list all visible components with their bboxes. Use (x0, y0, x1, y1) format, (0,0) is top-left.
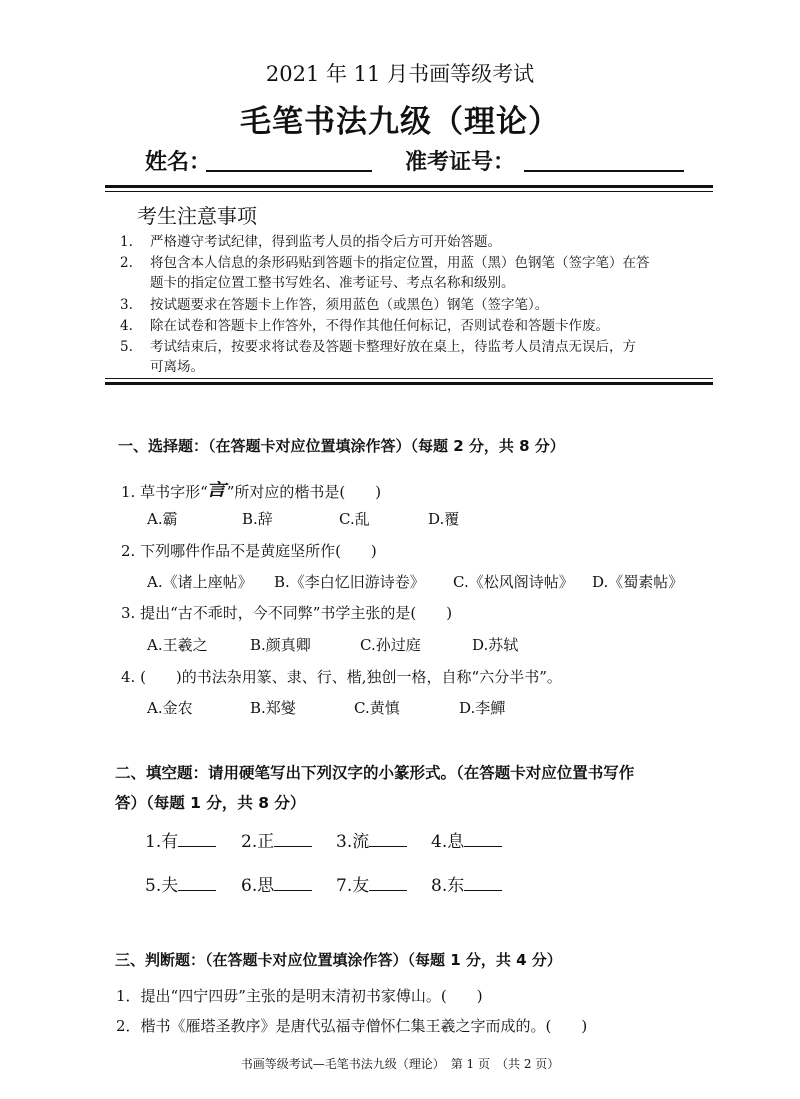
section2-heading-continued: 答）（每题 1 分，共 8 分） (115, 794, 306, 812)
fill-item: 8.东 (431, 871, 502, 896)
answer-blank[interactable] (464, 846, 502, 847)
fill-item: 6.思 (241, 871, 312, 896)
fill-item: 4.息 (431, 827, 502, 852)
exam-line: 2021 年 11 月书画等级考试 (265, 62, 535, 86)
option-d[interactable]: D.李鱓 (459, 699, 506, 717)
q3-options (147, 634, 567, 654)
option-d[interactable]: D.覆 (428, 510, 460, 528)
judge-question-1: 1．提出“四宁四毋”主张的是明末清初书家傅山。( ) (116, 987, 483, 1005)
answer-blank[interactable] (274, 890, 312, 891)
question-1 (121, 474, 381, 503)
option-d[interactable]: D.《蜀素帖》 (592, 573, 684, 591)
q2-options (147, 571, 707, 591)
section3-heading: 三、判断题：（在答题卡对应位置填涂作答）（每题 1 分，共 4 分） (115, 951, 562, 969)
question-2: 2. 下列哪件作品不是黄庭坚所作( ) (121, 542, 377, 560)
answer-blank[interactable] (178, 890, 216, 891)
answer-blank[interactable] (369, 890, 407, 891)
option-a[interactable]: A.《诸上座帖》 (147, 573, 253, 591)
cursive-glyph-image: 言 (204, 479, 229, 500)
fill-row (145, 871, 525, 897)
answer-blank[interactable] (369, 846, 407, 847)
fill-item: 1.有 (145, 827, 216, 852)
option-a[interactable]: A.霸 (147, 510, 178, 528)
answer-blank[interactable] (274, 846, 312, 847)
name-label: 姓名： (145, 150, 212, 175)
paper-title: 毛笔书法九级（理论） (240, 104, 560, 140)
question-1-text-after: ”所对应的楷书是( ) (226, 483, 382, 501)
option-c[interactable]: C.黄慎 (354, 699, 400, 717)
name-field[interactable] (206, 170, 372, 172)
question-4: 4. ( )的书法杂用篆、隶、行、楷,独创一格，自称“六分半书”。 (121, 668, 562, 686)
fill-row (145, 827, 525, 853)
candidate-id-field[interactable] (524, 170, 684, 172)
divider-bottom-thin (105, 378, 713, 379)
option-c[interactable]: C.孙过庭 (360, 636, 421, 654)
option-a[interactable]: A.金农 (147, 699, 193, 717)
divider-top-thick (105, 185, 713, 188)
answer-blank[interactable] (178, 846, 216, 847)
judge-question-2: 2．楷书《雁塔圣教序》是唐代弘福寺僧怀仁集王羲之字而成的。( ) (116, 1017, 588, 1035)
section1-heading: 一、选择题：（在答题卡对应位置填涂作答）（每题 2 分，共 8 分） (118, 437, 565, 455)
question-1-text-before: 1. 草书字形“ (121, 483, 208, 501)
notice-heading: 考生注意事项 (137, 204, 257, 228)
fill-item: 2.正 (241, 827, 312, 852)
option-c[interactable]: C.《松风阁诗帖》 (453, 573, 574, 591)
option-b[interactable]: B.颜真卿 (250, 636, 311, 654)
option-b[interactable]: B.《李白忆旧游诗卷》 (274, 573, 425, 591)
option-a[interactable]: A.王羲之 (147, 636, 208, 654)
option-b[interactable]: B.郑燮 (250, 699, 296, 717)
q1-options (147, 508, 547, 528)
fill-item: 5.夫 (145, 871, 216, 896)
fill-item: 3.流 (336, 827, 407, 852)
question-3: 3. 提出“古不乖时，今不同弊”书学主张的是( ) (121, 604, 453, 622)
fill-item: 7.友 (336, 871, 407, 896)
option-d[interactable]: D.苏轼 (472, 636, 519, 654)
divider-top-thin (105, 191, 713, 192)
page-footer: 书画等级考试—毛笔书法九级（理论） 第 1 页 （共 2 页） (240, 1057, 560, 1071)
divider-bottom-thick (105, 382, 713, 385)
section2-heading: 二、填空题：请用硬笔写出下列汉字的小篆形式。（在答题卡对应位置书写作 (115, 764, 635, 782)
candidate-id-label: 准考证号： (405, 150, 516, 175)
option-c[interactable]: C.乱 (339, 510, 370, 528)
answer-blank[interactable] (464, 890, 502, 891)
q4-options (147, 697, 567, 717)
option-b[interactable]: B.辞 (242, 510, 273, 528)
